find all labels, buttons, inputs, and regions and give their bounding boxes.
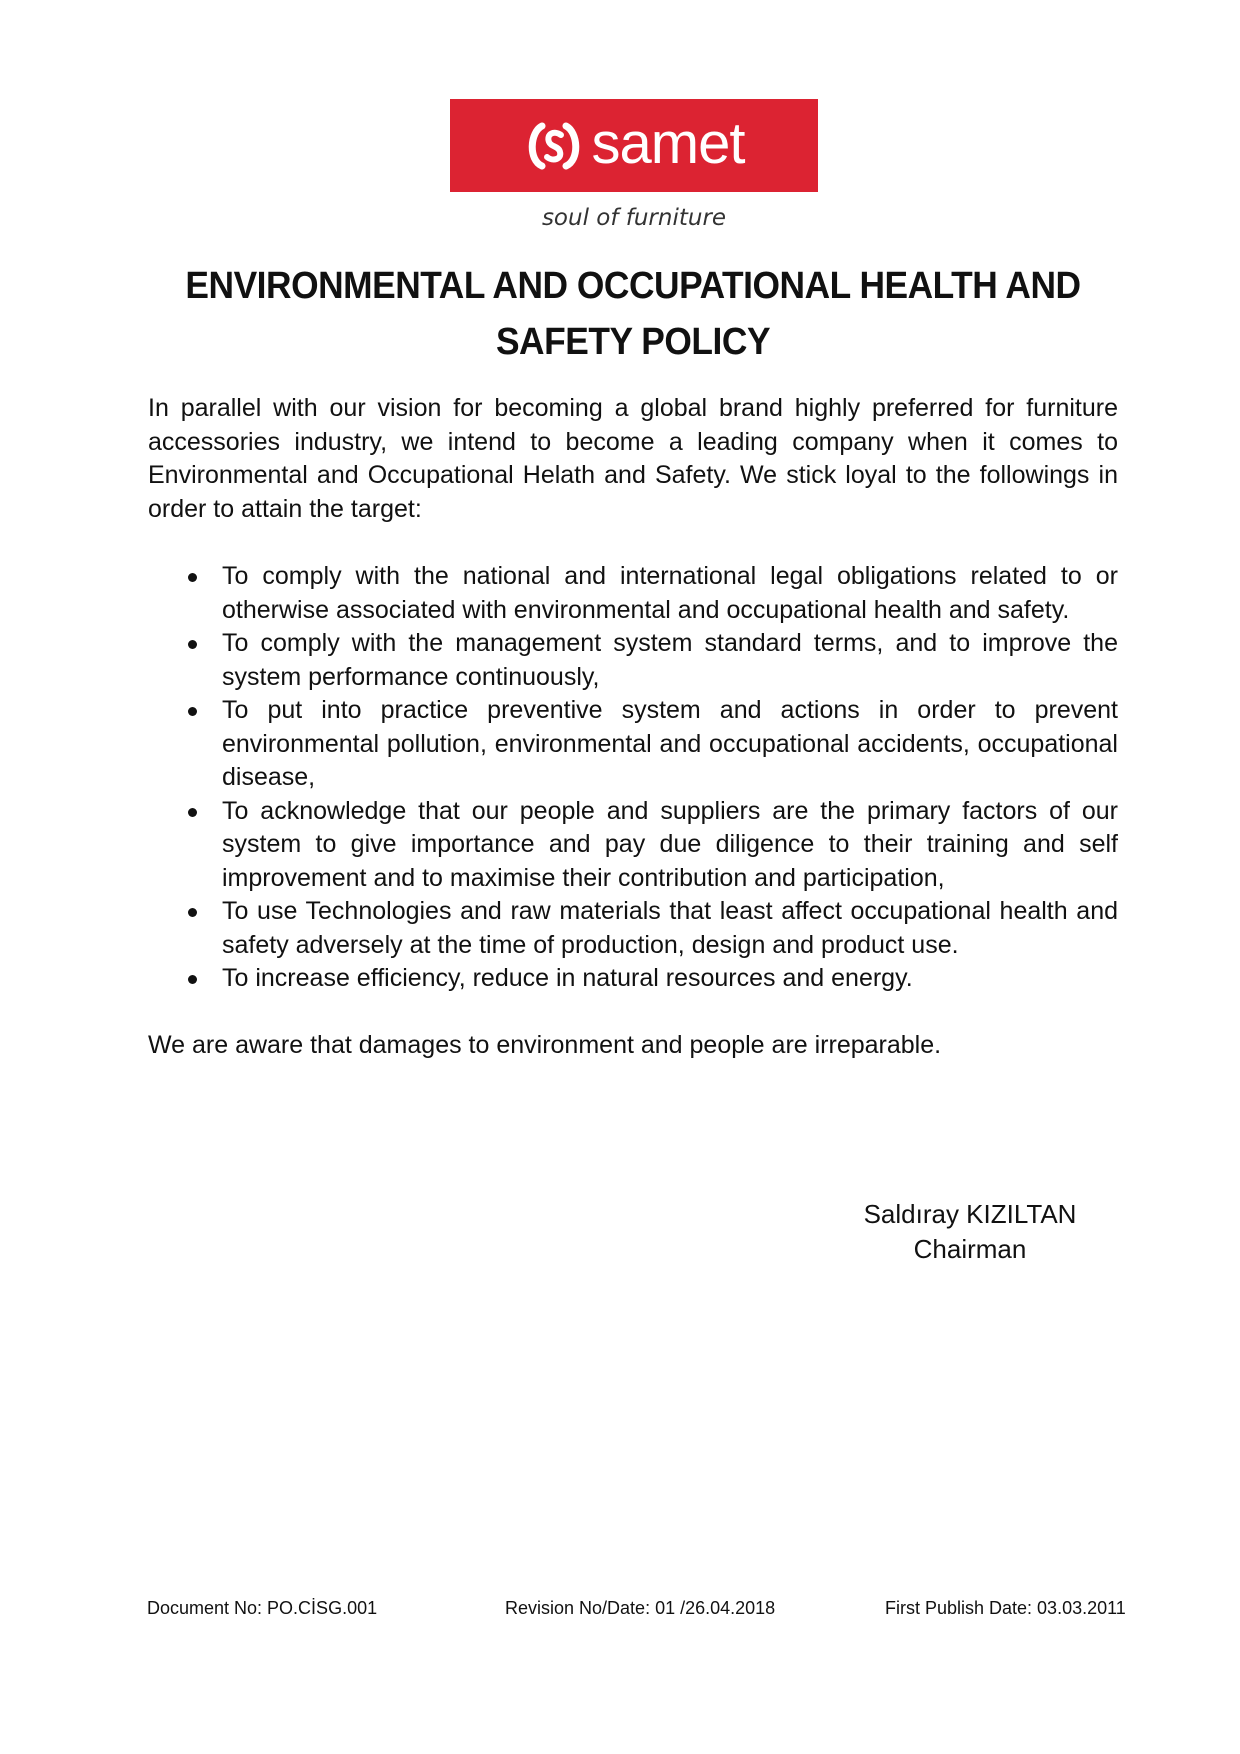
brand-name: samet <box>591 110 745 176</box>
signature-block <box>860 1197 1080 1267</box>
list-item <box>148 795 1118 896</box>
list-item <box>148 694 1118 795</box>
footer-first-publish: First Publish Date: 03.03.2011 <box>885 1598 1126 1618</box>
list-item-text: To put into practice preventive system and actions in order to prevent environmental pollution, environmental and occupational accidents, occupational disease, <box>222 696 1118 791</box>
company-logo <box>450 99 818 192</box>
bullet-icon <box>188 640 197 649</box>
bullet-icon <box>188 707 197 716</box>
samet-logo-icon <box>524 116 584 176</box>
list-item-text: To acknowledge that our people and suppliers are the primary factors of our system to give importance and pay due diligence to their training and self improvement and to maximise their contribution and participation, <box>222 796 1118 892</box>
signatory-role: Chairman <box>913 1234 1027 1264</box>
list-item <box>148 627 1118 694</box>
list-item <box>148 962 1118 996</box>
brand-tagline: soul of furniture <box>541 205 727 231</box>
list-item <box>148 560 1118 627</box>
policy-body <box>148 392 1118 1062</box>
list-item <box>148 895 1118 962</box>
bullet-icon <box>188 975 197 984</box>
bullet-icon <box>188 808 197 817</box>
bullet-icon <box>188 908 197 917</box>
signatory-name: Saldıray KIZILTAN <box>863 1199 1077 1229</box>
closing-paragraph: We are aware that damages to environment and people are irreparable. <box>148 1030 942 1059</box>
bullet-icon <box>188 573 197 582</box>
policy-list <box>148 560 1118 996</box>
footer-document-no: Document No: PO.CİSG.001 <box>147 1598 378 1618</box>
list-item-text: To comply with the management system standard terms, and to improve the system performance continuously, <box>222 629 1118 691</box>
page-title: ENVIRONMENTAL AND OCCUPATIONAL HEALTH AND SAFETY POLICY <box>185 265 1081 363</box>
list-item-text: To comply with the national and international legal obligations related to or otherwise associated with environmental and occupational health and safety. <box>222 562 1118 624</box>
footer-revision: Revision No/Date: 01 /26.04.2018 <box>505 1598 776 1618</box>
intro-paragraph: In parallel with our vision for becoming a global brand highly preferred for furniture accessories industry, we intend to become a leading company when it comes to Environmental and Occupational Helath and Safety. We stick loyal to the followings in order to attain the target: <box>148 394 1118 523</box>
list-item-text: To increase efficiency, reduce in natural resources and energy. <box>222 964 913 992</box>
list-item-text: To use Technologies and raw materials that least affect occupational health and safety adversely at the time of production, design and product use. <box>222 897 1118 959</box>
